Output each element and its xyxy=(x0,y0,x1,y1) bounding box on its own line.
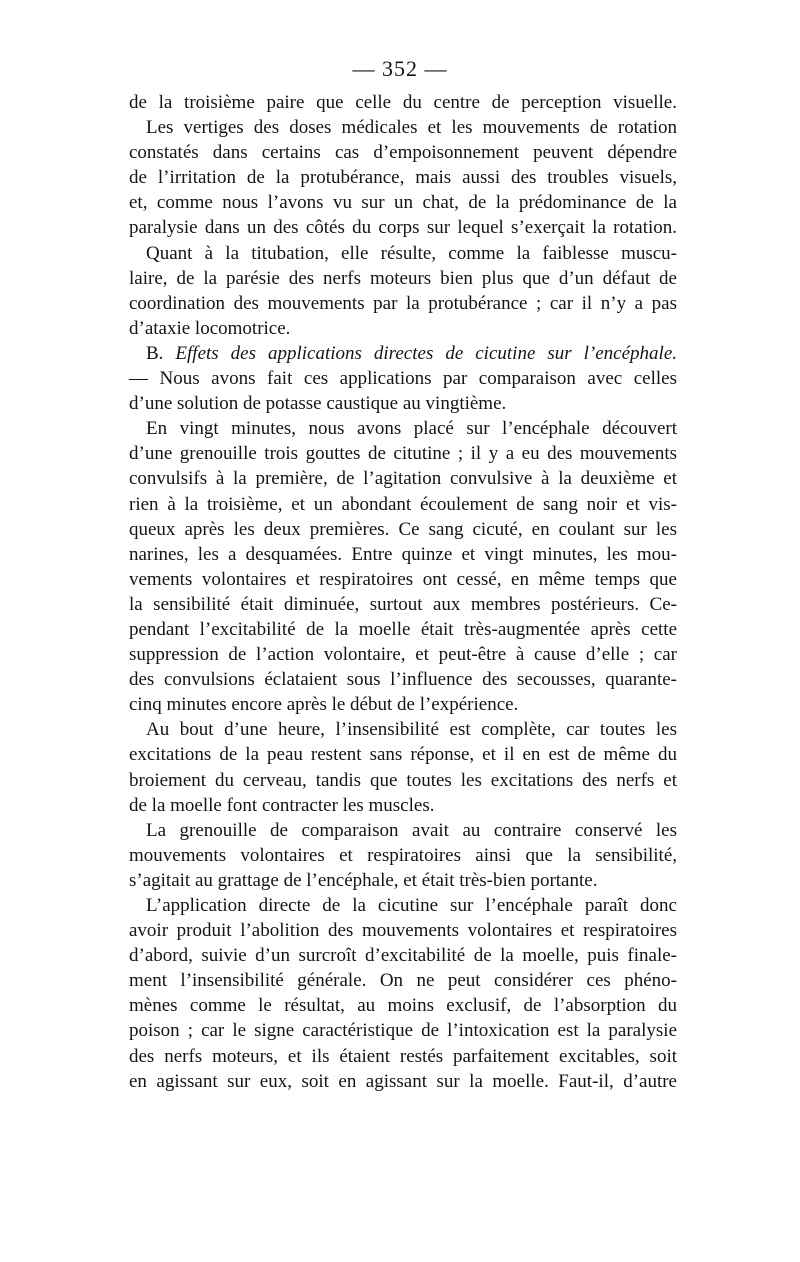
text-line: mènes comme le résultat, au moins exclusif, de l’absorption du xyxy=(129,995,677,1017)
section-heading-line xyxy=(129,341,677,366)
text-line: suppression de l’action volontaire, et peut-être à cause d’elle ; car xyxy=(129,644,677,666)
text-line: mouvements volontaires et respiratoires ainsi que la sensibilité, xyxy=(129,844,677,866)
text-line: cinq minutes encore après le début de l’expérience. xyxy=(129,694,519,716)
text-line: la sensibilité était diminuée, surtout aux membres postérieurs. Ce- xyxy=(129,593,677,615)
text-line: En vingt minutes, nous avons placé sur l’encéphale découvert xyxy=(146,418,677,440)
text-line: Les vertiges des doses médicales et les mouvements de rotation xyxy=(146,117,677,139)
text-line: — Nous avons fait ces applications par comparaison avec celles xyxy=(129,368,677,390)
text-line: d’une solution de potasse caustique au vingtième. xyxy=(129,393,507,415)
text-line: d’abord, suivie d’un surcroît d’excitabilité de la moelle, puis finale- xyxy=(129,945,677,967)
text-line: laire, de la parésie des nerfs moteurs bien plus que d’un défaut de xyxy=(129,267,677,289)
text-line: et, comme nous l’avons vu sur un chat, de la prédominance de la xyxy=(129,192,677,214)
text-line: d’une grenouille trois gouttes de citutine ; il y a eu des mouvements xyxy=(129,443,677,465)
text-line: en agissant sur eux, soit en agissant sur la moelle. Faut-il, d’autre xyxy=(129,1070,677,1092)
text-line: Quant à la titubation, elle résulte, comme la faiblesse muscu- xyxy=(146,242,677,264)
text-line: de l’irritation de la protubérance, mais aussi des troubles visuels, xyxy=(129,167,677,189)
text-line: broiement du cerveau, tandis que toutes les excitations des nerfs et xyxy=(129,769,677,791)
text-line: ment l’insensibilité générale. On ne peut considérer ces phéno- xyxy=(129,970,677,992)
text-line: des nerfs moteurs, et ils étaient restés parfaitement excitables, soit xyxy=(129,1045,677,1067)
text-line: poison ; car le signe caractéristique de l’intoxication est la paralysie xyxy=(129,1020,677,1042)
text-line: des convulsions éclataient sous l’influence des secousses, quarante- xyxy=(129,669,677,691)
text-line: coordination des mouvements par la protubérance ; car il n’y a pas xyxy=(129,292,677,314)
text-line: narines, les a desquamées. Entre quinze et vingt minutes, les mou- xyxy=(129,543,677,565)
text-line: s’agitait au grattage de l’encéphale, et était très-bien portante. xyxy=(129,869,598,891)
text-line: paralysie dans un des côtés du corps sur lequel s’exerçait la rotation. xyxy=(129,217,677,239)
text-line: excitations de la peau restent sans réponse, et il en est de même du xyxy=(129,744,677,766)
section-title: Effets des applications directes de cicutine sur l’encéphale. xyxy=(175,342,678,364)
text-line: d’ataxie locomotrice. xyxy=(129,317,291,339)
section-letter: B. xyxy=(146,342,164,364)
text-line: avoir produit l’abolition des mouvements volontaires et respiratoires xyxy=(129,920,677,942)
text-line: L’application directe de la cicutine sur l’encéphale paraît donc xyxy=(146,895,677,916)
text-line: Au bout d’une heure, l’insensibilité est complète, car toutes les xyxy=(146,719,677,741)
page-number: — 352 — xyxy=(352,56,448,81)
text-line: pendant l’excitabilité de la moelle était très-augmentée après cette xyxy=(129,618,677,640)
text-line: vements volontaires et respiratoires ont cessé, en même temps que xyxy=(129,568,677,590)
text-line: constatés dans certains cas d’empoisonnement peuvent dépendre xyxy=(129,142,677,164)
text-line: La grenouille de comparaison avait au contraire conservé les xyxy=(146,819,677,841)
text-line: rien à la troisième, et un abondant écoulement de sang noir et vis- xyxy=(129,493,677,515)
body-text xyxy=(129,90,677,1094)
text-line: de la troisième paire que celle du centre de perception visuelle. xyxy=(129,92,677,113)
text-line: de la moelle font contracter les muscles. xyxy=(129,794,435,816)
text-line: convulsifs à la première, de l’agitation convulsive à la deuxième et xyxy=(129,468,677,490)
text-line: queux après les deux premières. Ce sang cicuté, en coulant sur les xyxy=(129,518,677,540)
